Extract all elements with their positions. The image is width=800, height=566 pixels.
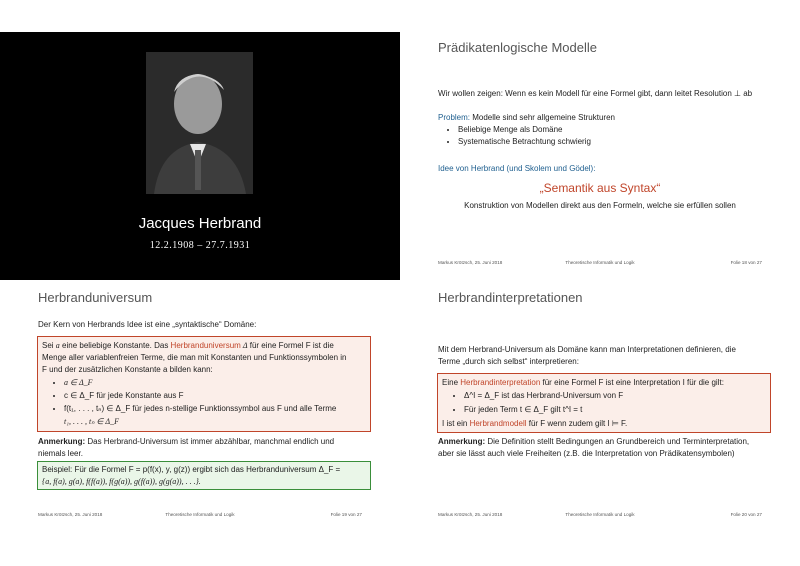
- definition-list: [52, 377, 336, 415]
- idea-text: Idee von Herbrand (und Skolem und Gödel):: [438, 164, 596, 173]
- list-item: • c ∈ Δ_F für jede Konstante aus F: [64, 390, 336, 402]
- portrait-dates: 12.2.1908 – 27.7.1931: [149, 240, 251, 251]
- definition-list-continuation: t₁, . . . , tₙ ∈ Δ_F: [64, 417, 119, 426]
- def-text: für eine Formel F ist die: [247, 341, 334, 350]
- intro-text: Der Kern von Herbrands Idee ist eine „syntaktische“ Domäne:: [38, 320, 257, 329]
- footer-author: Markus Krötzsch, 25. Juni 2018: [438, 512, 503, 517]
- slide-title: Herbranduniversum: [38, 290, 153, 305]
- list-item: • a ∈ Δ_F: [64, 377, 336, 389]
- remark-text: Das Herbrand-Universum ist immer abzählbar, manchmal endlich und: [85, 437, 335, 446]
- construction-text: Konstruktion von Modellen direkt aus den Formeln, welche sie erfüllen sollen: [464, 201, 736, 210]
- definition-line-1: [42, 340, 334, 352]
- intro-text: Wir wollen zeigen: Wenn es kein Modell für eine Formel gibt, dann leitet Resolution ⊥ ab: [438, 89, 753, 98]
- problem-text: Modelle sind sehr allgemeine Strukturen: [470, 113, 615, 122]
- slide-title: Prädikatenlogische Modelle: [438, 40, 597, 55]
- slide-herbrand-portrait: [0, 32, 400, 280]
- list-item: • f(t₁, . . . , tₙ) ∈ Δ_F für jedes n-stellige Funktionssymbol aus F und alle Terme: [64, 403, 336, 415]
- def-text: für eine Formel F ist eine Interpretation I für die gilt:: [540, 378, 724, 387]
- remark-line-2: niemals leer.: [38, 449, 83, 458]
- slogan: „Semantik aus Syntax“: [539, 181, 661, 195]
- slide-herbrandinterpretationen: [400, 283, 800, 531]
- remark-label: Anmerkung:: [438, 437, 486, 446]
- herbrand-photo: [146, 52, 253, 194]
- definition-line-2: Menge aller variablenfreien Terme, die man mit Konstanten und Funktionssymbolen in: [42, 353, 347, 362]
- remark-line-2: aber sie lässt auch viele Freiheiten (z.B. die Interpretation von Prädikatensymbolen): [438, 449, 735, 458]
- def-text: Sei: [42, 341, 56, 350]
- example-line-2: {a, f(a), g(a), f(f(a)), f(g(a)), g(f(a)), g(g(a)), . . .}.: [42, 477, 201, 486]
- problem-line: [438, 112, 615, 124]
- footer-course: Theoretische Informatik und Logik: [165, 512, 235, 517]
- def-term: Herbranduniversum: [170, 341, 241, 350]
- definition-last-line: [442, 418, 627, 430]
- footer-author: Markus Krötzsch, 25. Juni 2018: [38, 512, 103, 517]
- def-term: Herbrandinterpretation: [460, 378, 541, 387]
- definition-box: [37, 336, 371, 432]
- remark-line: [38, 436, 334, 448]
- example-line-1: Beispiel: Für die Formel F = p(f(x), y, g(z)) ergibt sich das Herbranduniversum Δ_F =: [42, 465, 341, 474]
- def-const: a: [55, 341, 60, 350]
- def-text: I ist ein: [442, 419, 470, 428]
- def-text: eine beliebige Konstante. Das: [59, 341, 171, 350]
- list-item: • Systematische Betrachtung schwierig: [458, 136, 591, 148]
- example-box: [37, 461, 371, 490]
- def-symbol: Δ: [240, 341, 248, 350]
- footer-author: Markus Krötzsch, 25. Juni 2018: [438, 260, 503, 265]
- problem-label: Problem:: [438, 113, 471, 122]
- definition-line-3: F und der zusätzlichen Konstante a bilden kann:: [42, 365, 213, 374]
- slide-title: Herbrandinterpretationen: [438, 290, 583, 305]
- slide-praedikatenlogische-modelle: [400, 32, 800, 280]
- def-text: für F wenn zudem gilt I ⊨ F.: [526, 419, 628, 428]
- problem-list: [446, 124, 591, 148]
- footer-page: Folie 19 von 27: [330, 512, 362, 517]
- remark-text: Die Definition stellt Bedingungen an Grundbereich und Terminterpretation,: [485, 437, 750, 446]
- remark-line: [438, 436, 749, 448]
- def-term: Herbrandmodell: [469, 419, 527, 428]
- definition-box: [437, 373, 771, 433]
- slide-herbranduniversum: [0, 283, 400, 531]
- list-item: • Δ^I = Δ_F ist das Herbrand-Universum von F: [464, 390, 623, 402]
- portrait-image: [146, 52, 253, 194]
- def-text: Eine: [442, 378, 461, 387]
- intro-line-2: Terme „durch sich selbst“ interpretieren:: [438, 357, 579, 366]
- footer-course: Theoretische Informatik und Logik: [565, 512, 635, 517]
- list-item: • Beliebige Menge als Domäne: [458, 124, 591, 136]
- list-item: • Für jeden Term t ∈ Δ_F gilt t^I = t: [464, 404, 623, 416]
- portrait-name: Jacques Herbrand: [138, 215, 262, 232]
- intro-line-1: Mit dem Herbrand-Universum als Domäne kann man Interpretationen definieren, die: [438, 345, 736, 354]
- remark-label: Anmerkung:: [38, 437, 86, 446]
- footer-course: Theoretische Informatik und Logik: [565, 260, 635, 265]
- definition-list: [452, 390, 623, 416]
- footer-page: Folie 20 von 27: [730, 512, 762, 517]
- footer-page: Folie 18 von 27: [730, 260, 762, 265]
- definition-line-1: [442, 377, 724, 389]
